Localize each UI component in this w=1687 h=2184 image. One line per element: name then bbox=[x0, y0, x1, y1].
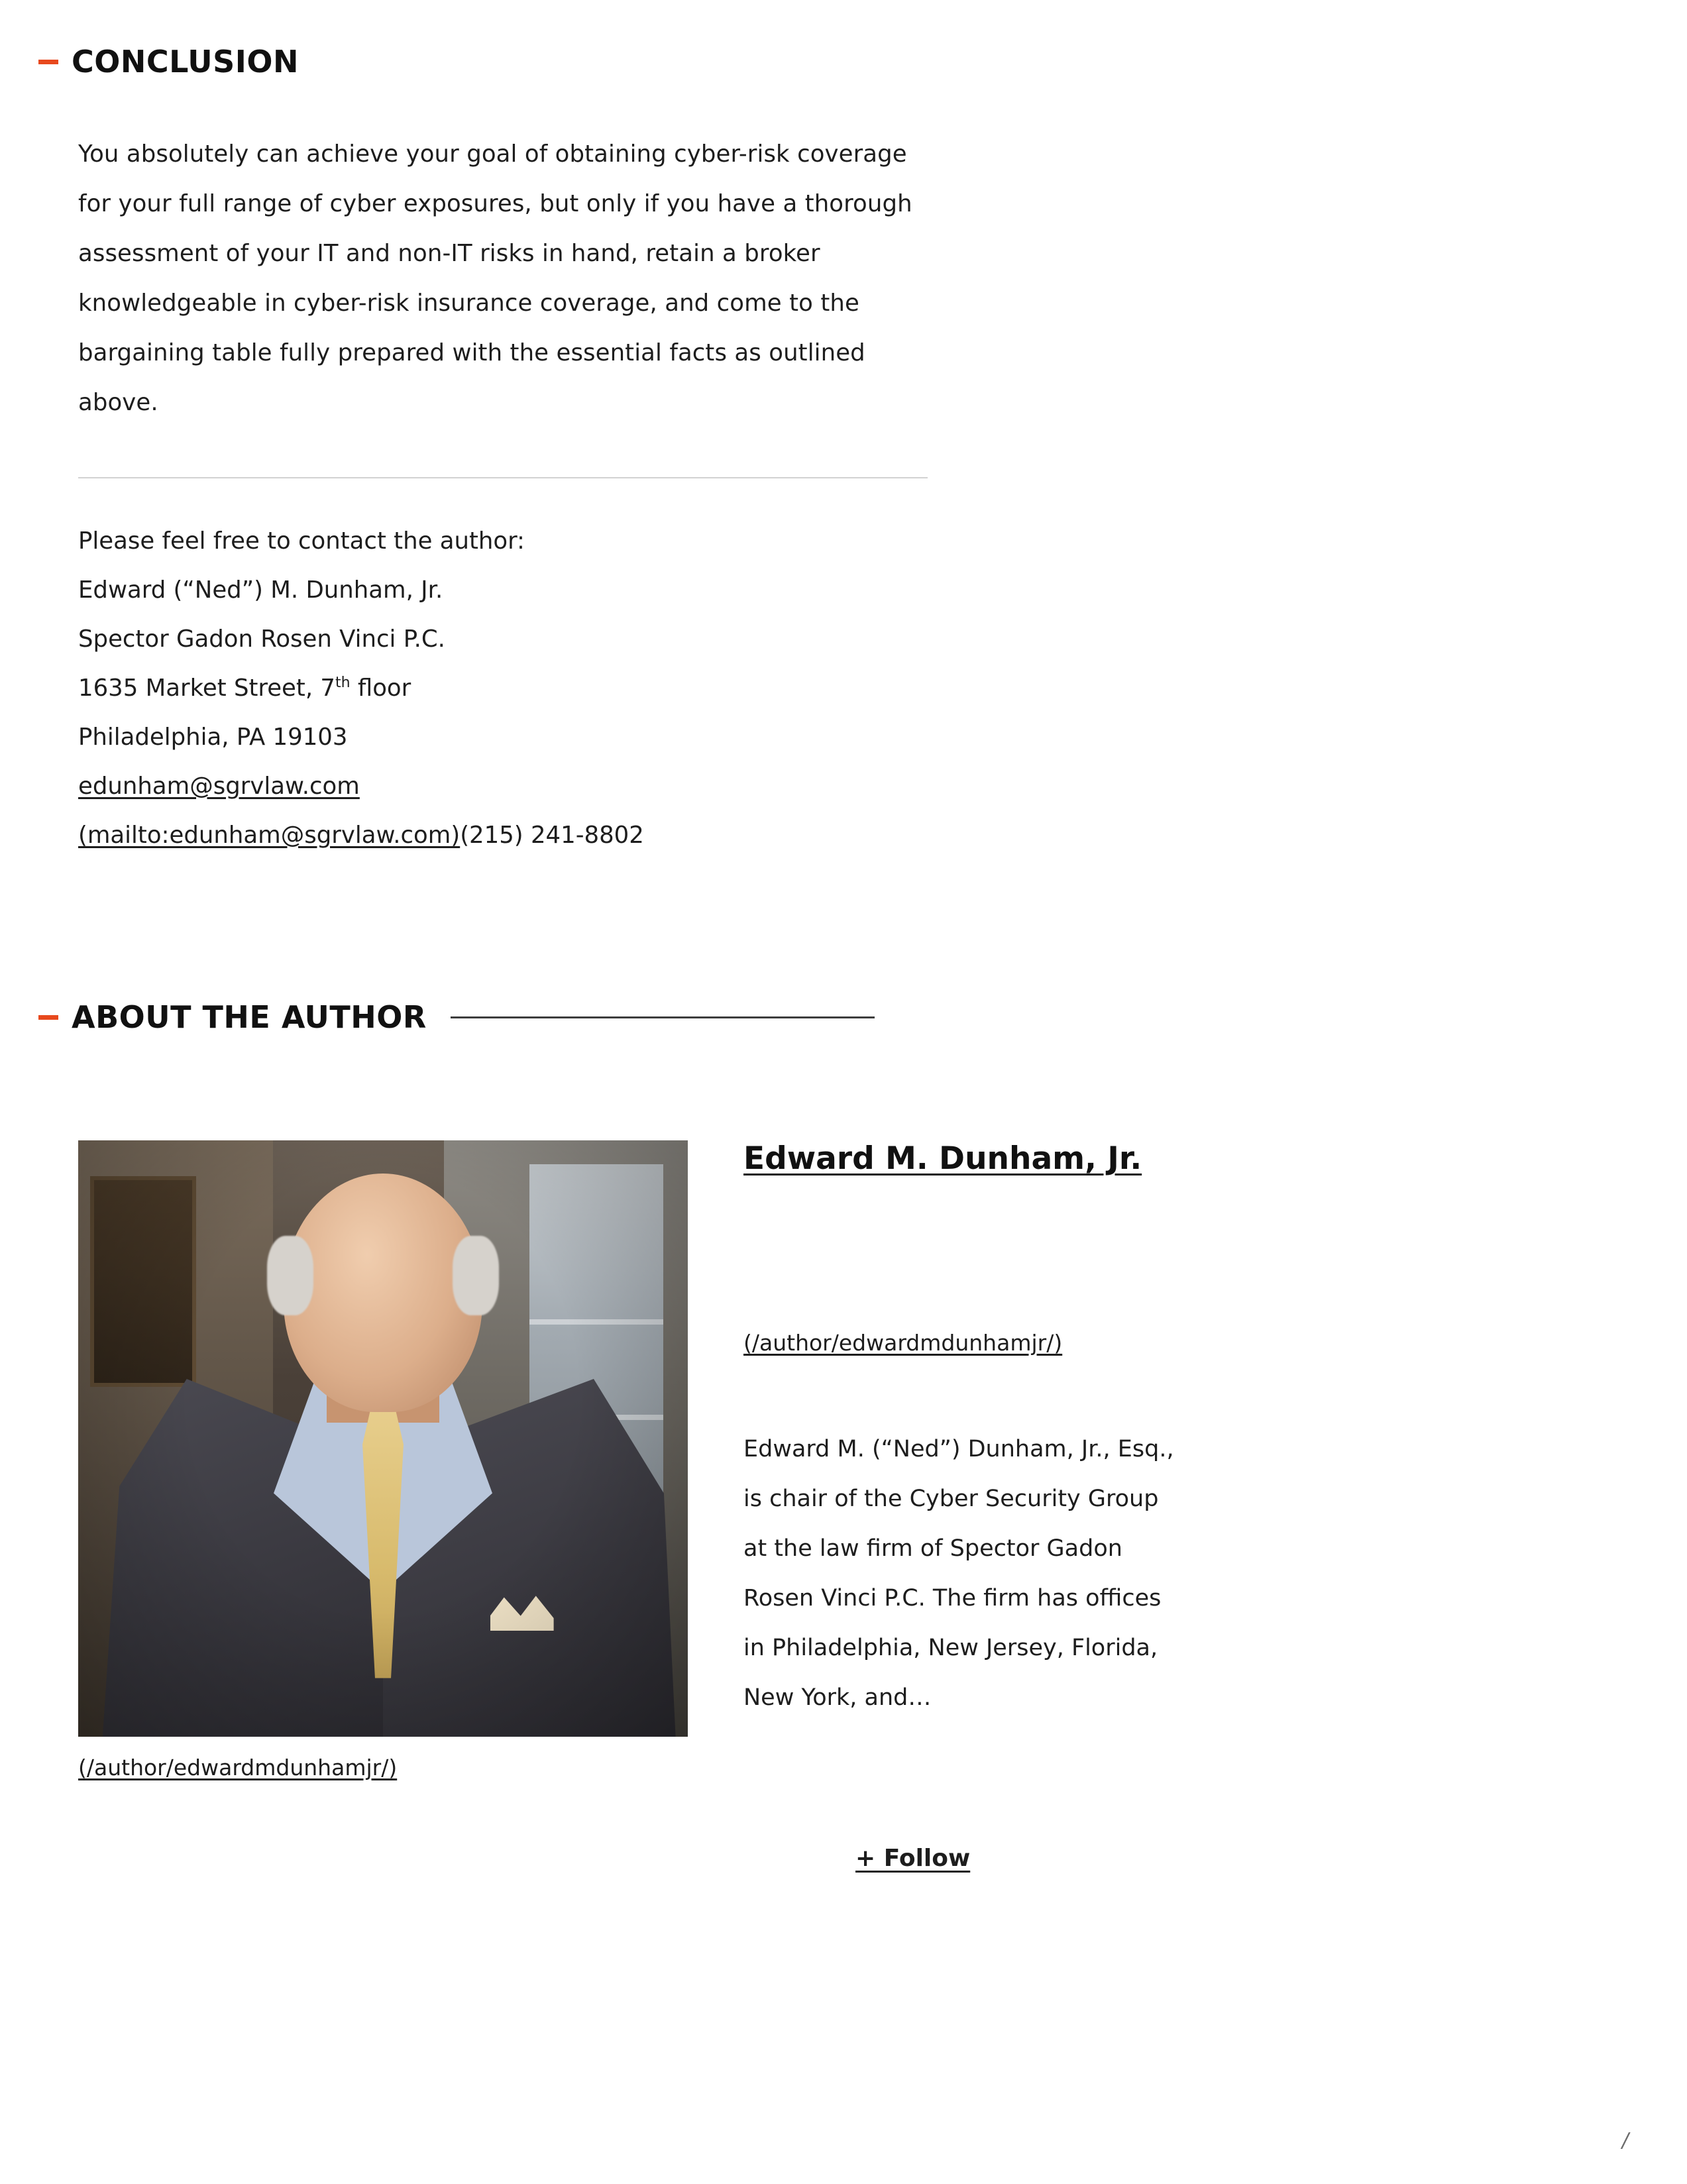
author-photo-caption-link[interactable]: (/author/edwardmdunhamjr/) bbox=[78, 1755, 398, 1780]
contact-city-state-zip: Philadelphia, PA 19103 bbox=[78, 724, 348, 751]
contact-street-suffix: floor bbox=[350, 675, 411, 702]
contact-name: Edward (“Ned”) M. Dunham, Jr. bbox=[78, 576, 443, 604]
author-contact-block bbox=[78, 517, 940, 860]
follow-button[interactable]: + Follow bbox=[855, 1845, 971, 1872]
contact-street-ordinal: th bbox=[335, 675, 351, 692]
contact-street bbox=[78, 664, 940, 713]
author-bio: Edward M. (“Ned”) Dunham, Jr., Esq., is chair of the Cyber Security Group at the law firm of Spector Gadon Rosen Vinci P.C. The firm has offices in Philadelphia, New Jersey, Florida, New York, and… bbox=[743, 1436, 1174, 1711]
conclusion-paragraph: You absolutely can achieve your goal of obtaining cyber-risk coverage for your full range of cyber exposures, but only if you have a thorough assessment of your IT and non-IT risks in hand, retain a broker knowledgeable in cyber-risk insurance coverage, and come to the bargaining table fully prepared with the essential facts as outlined above. bbox=[78, 140, 912, 416]
about-author-heading bbox=[38, 999, 875, 1035]
contact-intro: Please feel free to contact the author: bbox=[78, 527, 525, 555]
heading-rule bbox=[451, 1016, 875, 1018]
about-author-heading-label: ABOUT THE AUTHOR bbox=[72, 999, 427, 1035]
author-photo bbox=[78, 1140, 688, 1737]
contact-street-prefix: 1635 Market Street, 7 bbox=[78, 675, 335, 702]
author-name-link[interactable]: Edward M. Dunham, Jr. bbox=[743, 1140, 1142, 1177]
page-footer-marker: / bbox=[1621, 2129, 1629, 2152]
contact-mailto-link[interactable]: (mailto:edunham@sgrvlaw.com) bbox=[78, 822, 461, 849]
contact-firm: Spector Gadon Rosen Vinci P.C. bbox=[78, 626, 445, 653]
section-divider bbox=[78, 477, 928, 478]
conclusion-heading-label: CONCLUSION bbox=[72, 44, 299, 80]
conclusion-heading bbox=[38, 44, 299, 80]
contact-email-link[interactable]: edunham@sgrvlaw.com bbox=[78, 773, 360, 800]
accent-dash-icon bbox=[38, 1015, 58, 1020]
accent-dash-icon bbox=[38, 60, 58, 64]
contact-phone: (215) 241-8802 bbox=[460, 822, 644, 849]
author-name bbox=[743, 1130, 1194, 1187]
author-profile-link[interactable]: (/author/edwardmdunhamjr/) bbox=[743, 1330, 1063, 1356]
